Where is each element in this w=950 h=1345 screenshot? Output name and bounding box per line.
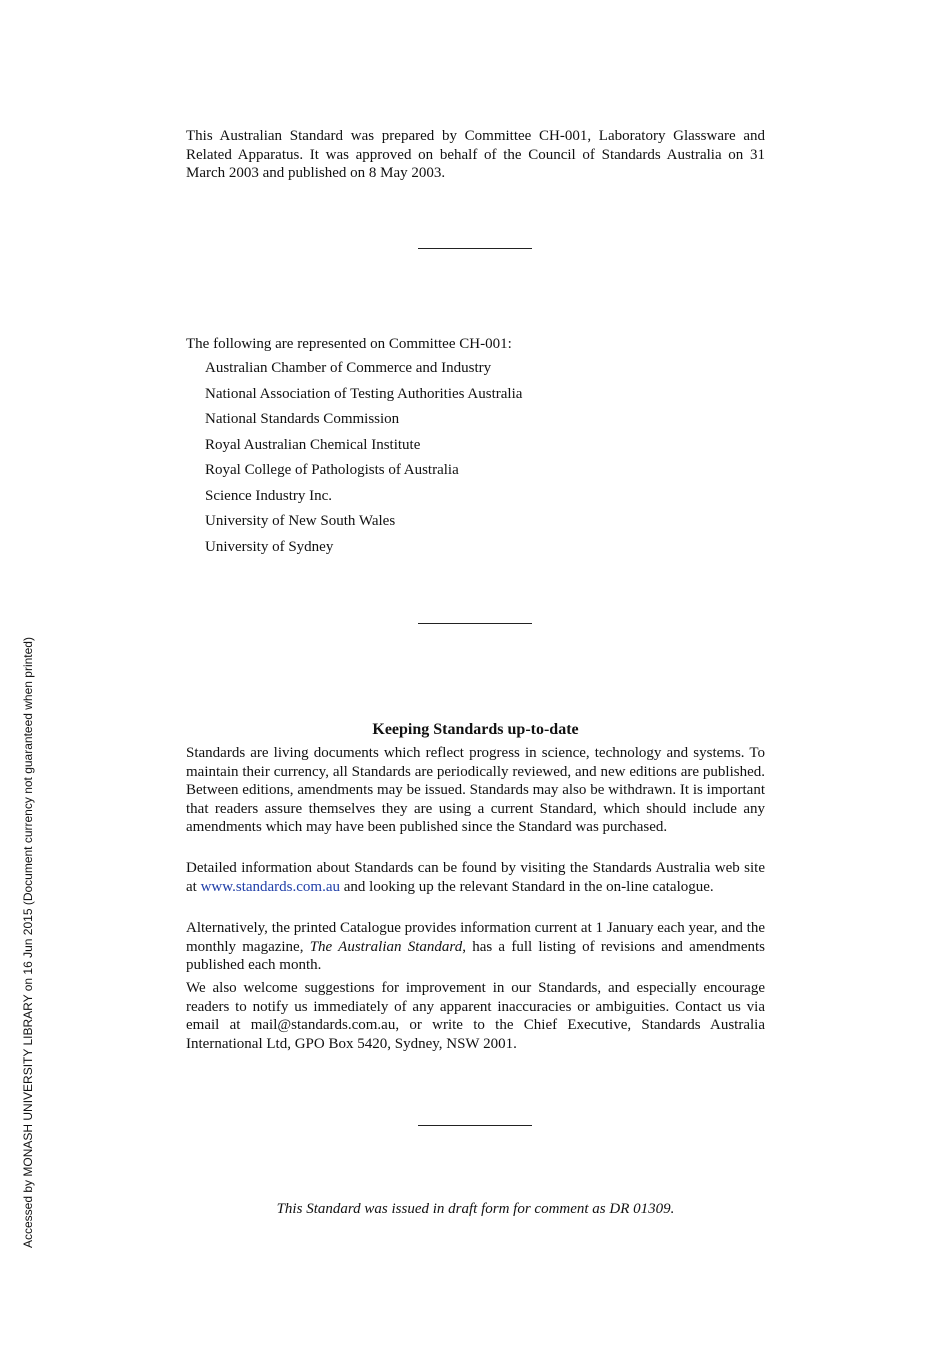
- web-info-text-end: and looking up the relevant Standard in the on-line catalogue.: [340, 878, 714, 895]
- intro-paragraph: This Australian Standard was prepared by Committee CH-001, Laboratory Glassware and Related Apparatus. It was approved on behalf of the Council of Standards Australia on 31 March 2003 and published on 8 May 2003.: [186, 128, 765, 181]
- committee-member: National Association of Testing Authorities Australia: [205, 385, 523, 402]
- suggestions-paragraph: We also welcome suggestions for improvement in our Standards, and especially encourage readers to notify us immediately of any apparent inaccuracies or ambiguities. Contact us via email at mail@standards.com.au, or write to the Chief Executive, Standards Australia International Ltd, GPO Box 5420, Sydney, NSW 2001.: [186, 980, 765, 1052]
- committee-member: University of New South Wales: [205, 513, 396, 529]
- committee-heading: The following are represented on Committee CH-001:: [186, 336, 512, 352]
- committee-member: Royal College of Pathologists of Australia: [205, 462, 459, 478]
- committee-member: Royal Australian Chemical Institute: [205, 436, 421, 453]
- catalogue-paragraph: [186, 919, 765, 975]
- committee-member: Australian Chamber of Commerce and Industry: [205, 360, 492, 376]
- separator-rule: [418, 623, 532, 624]
- committee-member-list: [205, 359, 522, 563]
- catalogue-text-end: , has a full listing of revisions and amendments published each month.: [186, 938, 765, 973]
- committee-member: University of Sydney: [205, 538, 334, 555]
- standards-website-link[interactable]: www.standards.com.au: [200, 878, 340, 895]
- separator-rule: [418, 1125, 532, 1126]
- separator-rule: [418, 248, 532, 249]
- committee-member: Science Industry Inc.: [205, 487, 333, 504]
- section-title: Keeping Standards up-to-date: [372, 721, 579, 738]
- magazine-title: The Australian Standard: [309, 938, 463, 955]
- living-documents-paragraph: Standards are living documents which reflect progress in science, technology and systems. To maintain their currency, all Standards are periodically reviewed, and new editions are published. Between editions, amendments may be issued. Standards may also be withdrawn. It is important that readers assure themselves they are using a current Standard, which should include any amendments which may have been published since the Standard was purchased.: [186, 745, 765, 835]
- draft-note: This Standard was issued in draft form for comment as DR 01309.: [276, 1201, 675, 1217]
- committee-member: National Standards Commission: [205, 411, 400, 427]
- catalogue-text: Alternatively, the printed Catalogue provides information current at 1 January each year, and the monthly magazine,: [186, 920, 765, 955]
- access-watermark: Accessed by MONASH UNIVERSITY LIBRARY on 16 Jun 2015 (Document currency not guaranteed when printed): [21, 637, 35, 1248]
- web-info-text: Detailed information about Standards can be found by visiting the Standards Australia web site at: [186, 860, 765, 895]
- web-info-paragraph: [186, 859, 765, 896]
